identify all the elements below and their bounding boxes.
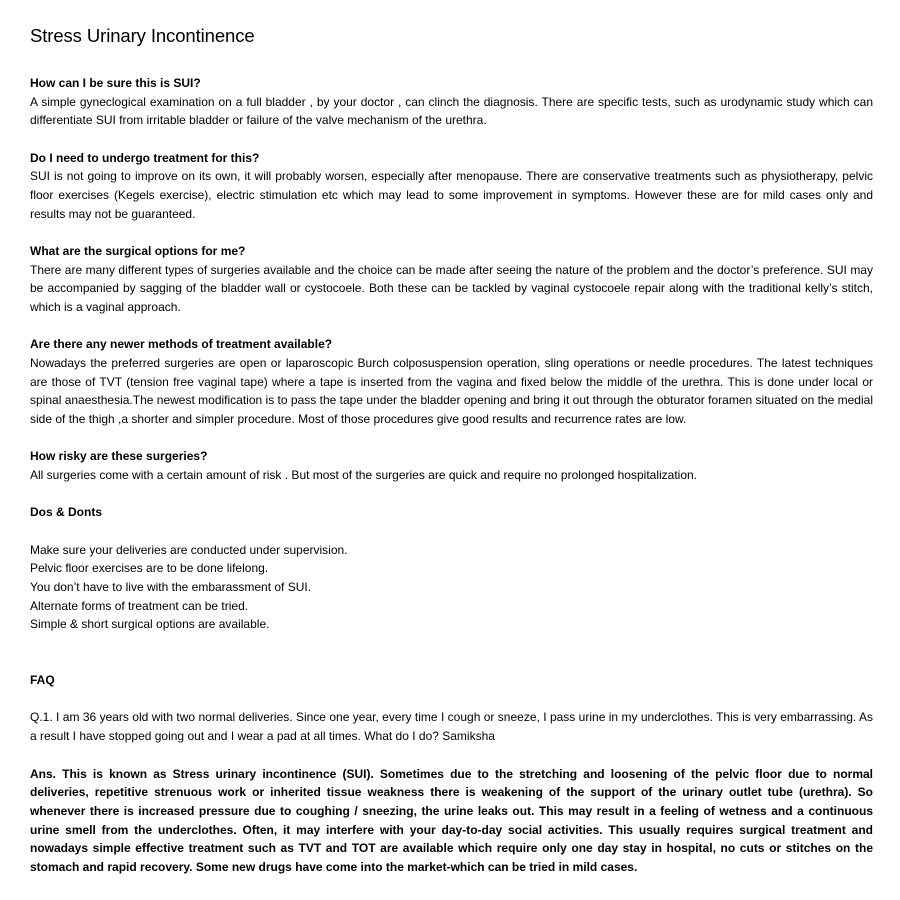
page-title: Stress Urinary Incontinence — [30, 25, 255, 46]
faq-section — [30, 671, 873, 877]
section-body: A simple gyneclogical examination on a full bladder , by your doctor , can clinch the diagnosis. There are specific tests, such as urodynamic study which can differentiate SUI from irritable bladder or failure of the valve mechanism of the urethra. — [30, 94, 873, 128]
section-treatment-need — [30, 149, 873, 224]
list-item: Simple & short surgical options are available. — [30, 617, 270, 632]
section-heading: Are there any newer methods of treatment available? — [30, 337, 333, 352]
list-item: Make sure your deliveries are conducted under supervision. — [30, 542, 348, 557]
section-body: Nowadays the preferred surgeries are open or laparoscopic Burch colposuspension operation, sling operations or needle procedures. The latest techniques are those of TVT (tension free vaginal tape) where a tape is inserted from the vagina and fixed below the middle of the urethra. This is done under local or spinal anaesthesia.The newest modification is to pass the tape under the bladder opening and bring it out through the obturator foramen situated on the medial side of the thigh ,a shorter and simpler procedure. Most of those procedures give good results and recurrence rates are low. — [30, 355, 873, 427]
section-body: All surgeries come with a certain amount of risk . But most of the surgeries are quick and require no prolonged hospitalization. — [30, 467, 698, 482]
section-risks — [30, 447, 873, 484]
section-body: SUI is not going to improve on its own, it will probably worsen, especially after menopause. There are conservative treatments such as physiotherapy, pelvic floor exercises (Kegels exercise), electric stimulation etc which may lead to some improvement in symptoms. However these are for mild cases only and results may not be guaranteed. — [30, 169, 873, 221]
section-heading: Do I need to undergo treatment for this? — [30, 150, 260, 165]
list-item: Pelvic floor exercises are to be done lifelong. — [30, 561, 269, 576]
dos-donts-section — [30, 503, 873, 634]
section-heading: How risky are these surgeries? — [30, 449, 208, 464]
faq-heading: FAQ — [30, 673, 55, 688]
dos-donts-list — [30, 541, 873, 635]
section-heading: What are the surgical options for me? — [30, 243, 246, 258]
list-item: Alternate forms of treatment can be tried. — [30, 598, 249, 613]
section-diagnosis — [30, 74, 873, 130]
list-item: You don’t have to live with the embarassment of SUI. — [30, 579, 312, 594]
dos-donts-heading: Dos & Donts — [30, 505, 102, 520]
faq-question: Q.1. I am 36 years old with two normal deliveries. Since one year, every time I cough or sneeze, I pass urine in my underclothes. This is very embarrassing. As a result I have stopped going out and I wear a pad at all times. What do I do? Samiksha — [30, 710, 873, 744]
section-body: There are many different types of surgeries available and the choice can be made after seeing the nature of the problem and the doctor’s preference. SUI may be accompanied by sagging of the bladder wall or cystocoele. Both these can be tackled by vaginal cystocoele repair along with the traditional kelly’s stitch, which is a vaginal approach. — [30, 262, 873, 315]
faq-answer: Ans. This is known as Stress urinary incontinence (SUI). Sometimes due to the stretching and loosening of the pelvic floor due to normal deliveries, repetitive strenuous work or inherited tissue weakness there is weakening of the support of the urinary outlet tube (urethra). So whenever there is increased pressure due to coughing / sneezing, the urine leaks out. This may result in a feeling of wetness and a continuous urine smell from the underclothes. Often, it may interfere with your day-to-day social activities. This usually requires surgical treatment and nowadays simple effective treatment such as TVT and TOT are available which require only one day stay in hospital, no cuts or stitches on the stomach and rapid recovery. Some new drugs have come into the market-which can be tried in mild cases. — [30, 766, 873, 875]
section-surgical-options — [30, 242, 873, 317]
section-newer-methods — [30, 335, 873, 429]
section-heading: How can I be sure this is SUI? — [30, 76, 201, 90]
